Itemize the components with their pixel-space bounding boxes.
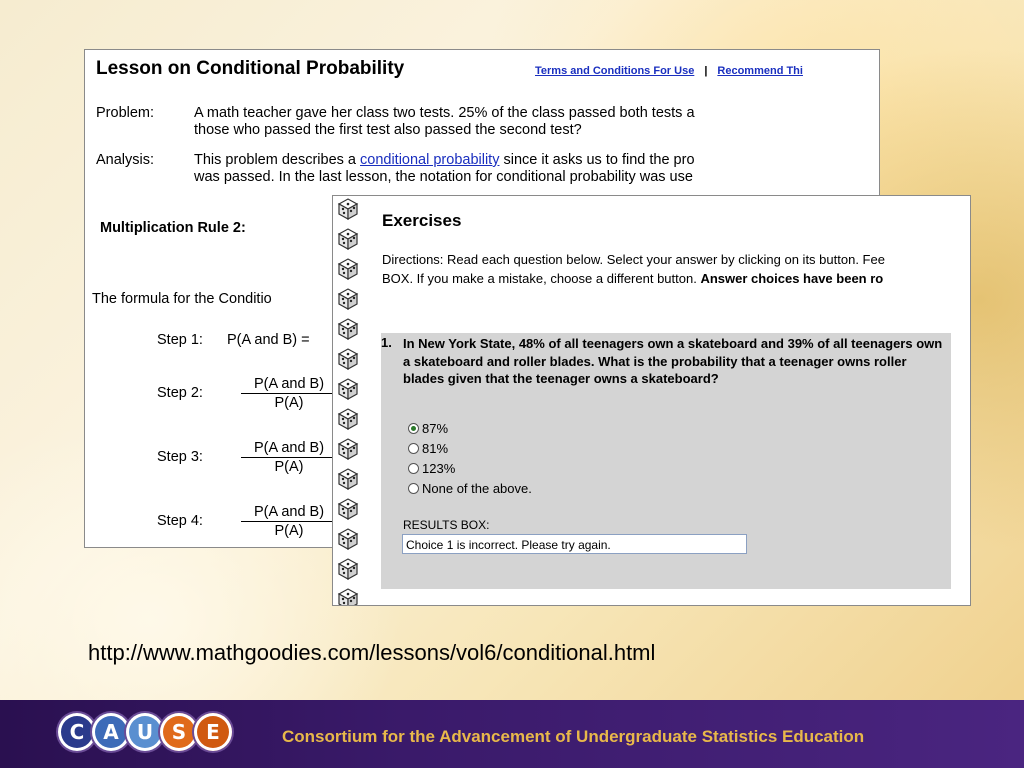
- analysis-line-2: was passed. In the last lesson, the notation for conditional probability was use: [194, 169, 693, 185]
- dice-icon: [336, 438, 360, 460]
- lesson-links: [535, 65, 803, 77]
- terms-link[interactable]: Terms and Conditions For Use: [535, 65, 695, 77]
- dice-icon: [336, 378, 360, 400]
- formula-intro: The formula for the Conditio: [92, 291, 272, 307]
- dice-icon: [336, 348, 360, 370]
- dice-icon: [336, 588, 360, 606]
- cause-logo: [58, 713, 228, 751]
- logo-letter-c: C: [58, 713, 96, 751]
- option-3-label: 123%: [422, 461, 456, 476]
- logo-letter-s: S: [160, 713, 198, 751]
- lesson-title: Lesson on Conditional Probability: [96, 58, 405, 79]
- recommend-link[interactable]: Recommend Thi: [717, 65, 803, 77]
- exercises-window: [332, 195, 971, 606]
- question-number: 1.: [381, 335, 392, 350]
- logo-letter-a: A: [92, 713, 130, 751]
- multiplication-rule-heading: Multiplication Rule 2:: [100, 220, 246, 236]
- option-1[interactable]: [408, 421, 448, 436]
- results-label: RESULTS BOX:: [403, 518, 490, 532]
- logo-letter-u: U: [126, 713, 164, 751]
- dice-icon: [336, 558, 360, 580]
- option-3[interactable]: [408, 461, 455, 476]
- logo-letter-e: E: [194, 713, 232, 751]
- dice-icon: [336, 528, 360, 550]
- dice-icon: [336, 198, 360, 220]
- option-2-label: 81%: [422, 441, 449, 456]
- results-box[interactable]: Choice 1 is incorrect. Please try again.: [402, 534, 747, 554]
- step-3-fraction: P(A and B) P(A): [241, 440, 337, 475]
- option-4-radio[interactable]: [408, 483, 419, 494]
- dice-icon: [336, 288, 360, 310]
- problem-label: Problem:: [96, 105, 155, 121]
- problem-line-1: A math teacher gave her class two tests. 25% of the class passed both tests a: [194, 105, 695, 121]
- option-1-radio[interactable]: [408, 423, 419, 434]
- analysis-label: Analysis:: [96, 152, 155, 168]
- option-4[interactable]: [408, 481, 532, 496]
- dice-icon: [336, 408, 360, 430]
- dice-border-strip: [333, 196, 369, 605]
- exercises-title: Exercises: [382, 211, 462, 230]
- dice-icon: [336, 318, 360, 340]
- option-1-label: 87%: [422, 421, 449, 436]
- directions: [382, 250, 885, 288]
- option-2-radio[interactable]: [408, 443, 419, 454]
- directions-line-1: Directions: Read each question below. Select your answer by clicking on its button. Fee: [382, 252, 885, 267]
- directions-line-2: BOX. If you make a mistake, choose a different button. Answer choices have been ro: [382, 271, 884, 286]
- dice-icon: [336, 498, 360, 520]
- footer-bar: [0, 700, 1024, 768]
- url-caption: http://www.mathgoodies.com/lessons/vol6/conditional.html: [88, 640, 656, 665]
- problem-line-2: those who passed the first test also passed the second test?: [194, 122, 582, 138]
- conditional-probability-link[interactable]: conditional probability: [360, 152, 500, 168]
- step-1: Step 1: P(A and B) =: [157, 332, 310, 348]
- dice-icon: [336, 228, 360, 250]
- option-2[interactable]: [408, 441, 448, 456]
- dice-icon: [336, 468, 360, 490]
- dice-icon: [336, 258, 360, 280]
- question-text: In New York State, 48% of all teenagers own a skateboard and 39% of all teenagers own a skateboard and roller blades. What is the probability that a teenager owns roller blades given that the teenager owns a skateboard?: [403, 336, 943, 386]
- option-3-radio[interactable]: [408, 463, 419, 474]
- step-1-expression: P(A and B) =: [227, 332, 310, 348]
- step-2-fraction: P(A and B) P(A): [241, 376, 337, 411]
- question-panel: [381, 333, 951, 589]
- analysis-line-1: This problem describes a conditional probability since it asks us to find the pro: [194, 152, 695, 168]
- footer-tagline: Consortium for the Advancement of Undergraduate Statistics Education: [282, 727, 865, 746]
- option-4-label: None of the above.: [422, 481, 532, 496]
- step-4-fraction: P(A and B) P(A): [241, 504, 337, 539]
- link-separator: |: [704, 65, 708, 77]
- lesson-window: Lesson on Conditional Probability Terms and Conditions For Use | Recommend Thi Problem: A math teacher gave her class two tests. 25% of the class passed both tests a those who passed the first test also passed the second test? Analysis: This problem describes a conditional probability since it asks us to find the pro was passed. In the last lesson, the notation for conditional probability was use Multiplication Rule 2: The formula for the Conditio Step 1: P(A and B) = Step 2: P(A and B) P(A) Step 3: P(A and B) P(A) Step 4: P(A and B) P(A): [84, 49, 880, 548]
